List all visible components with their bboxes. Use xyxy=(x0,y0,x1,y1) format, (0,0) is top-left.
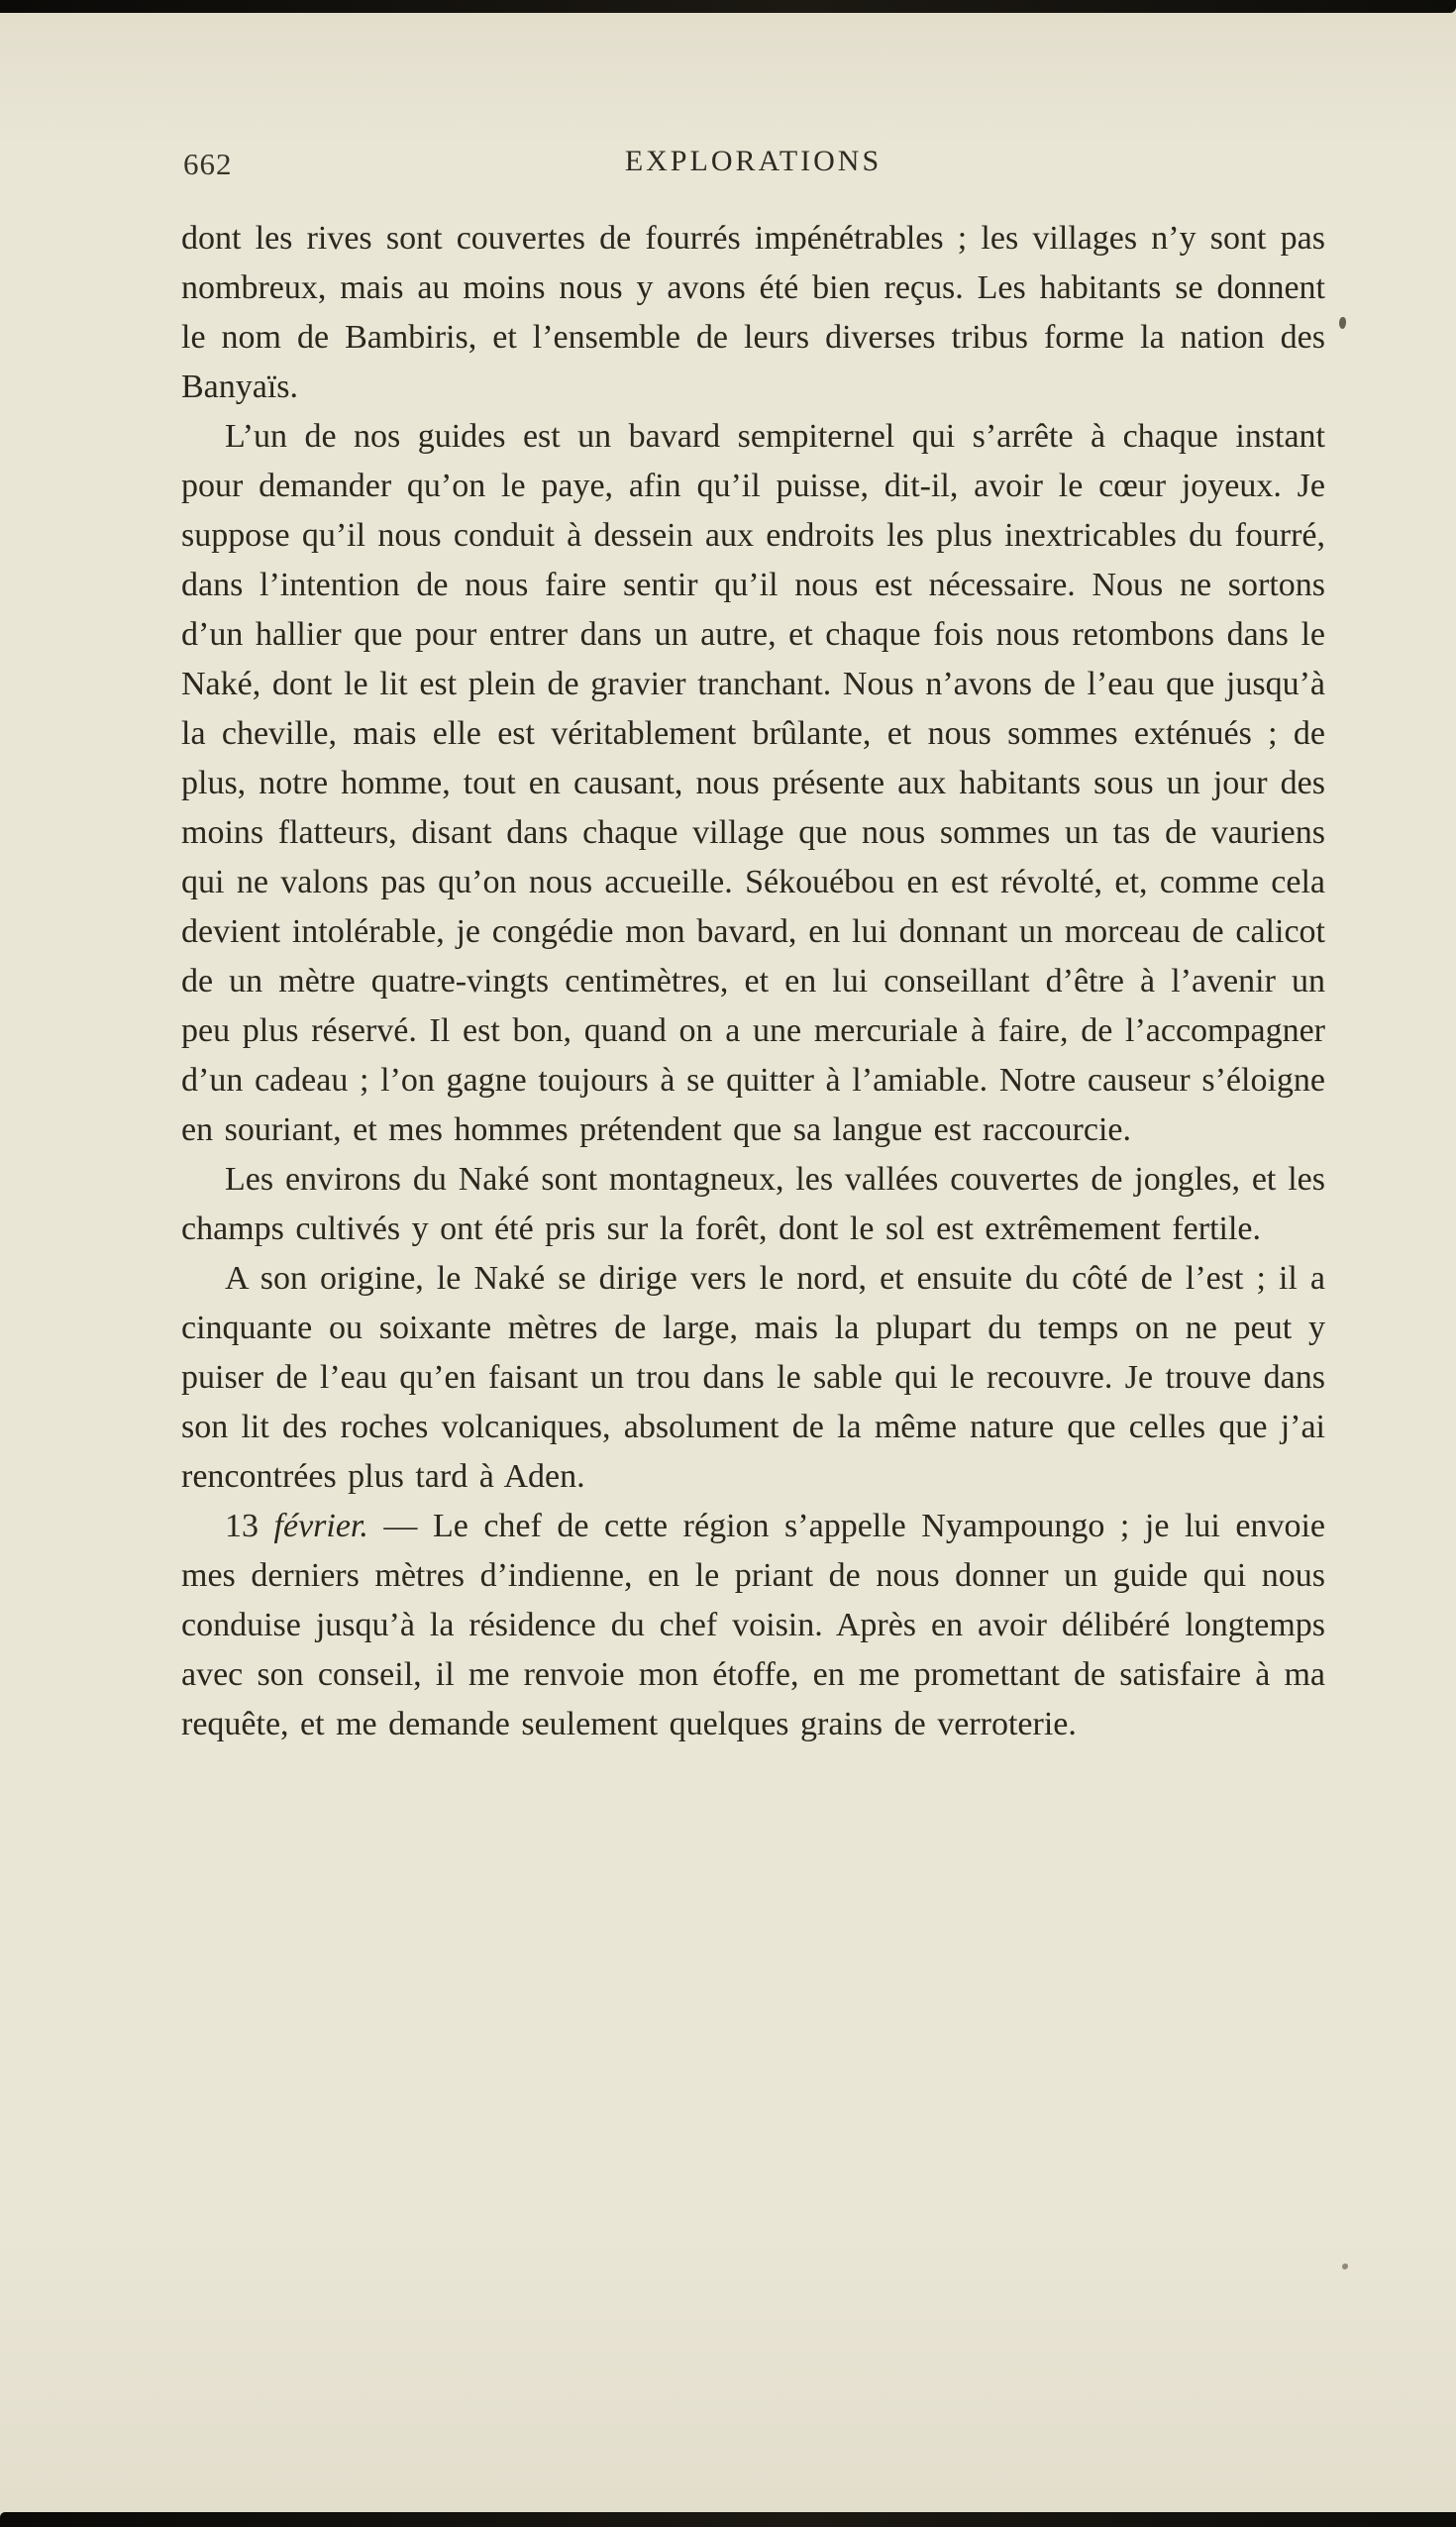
paragraph xyxy=(181,1254,1325,1502)
running-title: EXPLORATIONS xyxy=(624,145,883,177)
paragraph-text: A son origine, le Naké se dirige vers le nord, et ensuite du côté de l’est ; il a cinquante ou soixante mètres de large, mais la plupart du temps on ne peut y puiser de l’eau qu’en faisant un trou dans le sable qui le recouvre. Je trouve dans son lit des roches volcaniques, absolument de la même nature que celles que j’ai rencontrées plus tard à Aden. xyxy=(181,1260,1325,1495)
page-content xyxy=(181,141,1325,1749)
scan-edge-top xyxy=(0,0,1456,13)
paragraph xyxy=(181,1155,1325,1254)
paragraph xyxy=(181,1502,1325,1749)
paragraph-text: L’un de nos guides est un bavard sempiternel qui s’arrête à chaque instant pour demander qu’on le paye, afin qu’il puisse, dit-il, avoir le cœur joyeux. Je suppose qu’il nous conduit à dessein aux endroits les plus inextricables du fourré, dans l’intention de nous faire sentir qu’il nous est nécessaire. Nous ne sortons d’un hallier que pour entrer dans un autre, et chaque fois nous retombons dans le Naké, dont le lit est plein de gravier tranchant. Nous n’avons de l’eau que jusqu’à la cheville, mais elle est véritablement brûlante, et nous sommes exténués ; de plus, notre homme, tout en causant, nous présente aux habitants sous un jour des moins flatteurs, disant dans chaque village que nous sommes un tas de vauriens qui ne valons pas qu’on nous accueille. Sékouébou en est révolté, et, comme cela devient intolérable, je congédie mon bavard, en lui donnant un morceau de calicot de un mètre quatre-vingts centimètres, et en lui conseillant d’être à l’avenir un peu plus réservé. Il est bon, quand on a une mercuriale à faire, de l’accompagner d’un cadeau ; l’on gagne toujours à se quitter à l’amiable. Notre causeur s’éloigne en souriant, et mes hommes prétendent que sa langue est raccourcie. xyxy=(181,418,1325,1148)
paragraph-text: — Le chef de cette région s’appelle Nyampoungo ; je lui envoie mes derniers mètres d’indienne, en le priant de nous donner un guide qui nous conduise jusqu’à la résidence du chef voisin. Après en avoir délibéré longtemps avec son conseil, il me renvoie mon étoffe, en me promettant de satisfaire à ma requête, et me demande seulement quelques grains de verroterie. xyxy=(181,1508,1325,1742)
paragraph-text: Les environs du Naké sont montagneux, les vallées couvertes de jongles, et les champs cultivés y ont été pris sur la forêt, dont le sol est extrêmement fertile. xyxy=(181,1161,1325,1247)
scan-artifact xyxy=(1339,317,1346,329)
scan-edge-bottom xyxy=(0,2512,1456,2527)
paragraph xyxy=(181,214,1325,412)
paragraph-text: 13 xyxy=(225,1508,274,1544)
paragraph xyxy=(181,412,1325,1155)
paragraph-text-italic: février. xyxy=(273,1508,368,1544)
page-number: 662 xyxy=(183,147,233,181)
page-body xyxy=(181,214,1325,1749)
scan-artifact xyxy=(1342,2264,1348,2269)
paragraph-text: dont les rives sont couvertes de fourrés impénétrables ; les villages n’y sont pas nombreux, mais au moins nous y avons été bien reçus. Les habitants se donnent le nom de Bambiris, et l’ensemble de leurs diverses tribus forme la nation des Banyaïs. xyxy=(181,220,1325,405)
page-header xyxy=(181,141,1325,188)
